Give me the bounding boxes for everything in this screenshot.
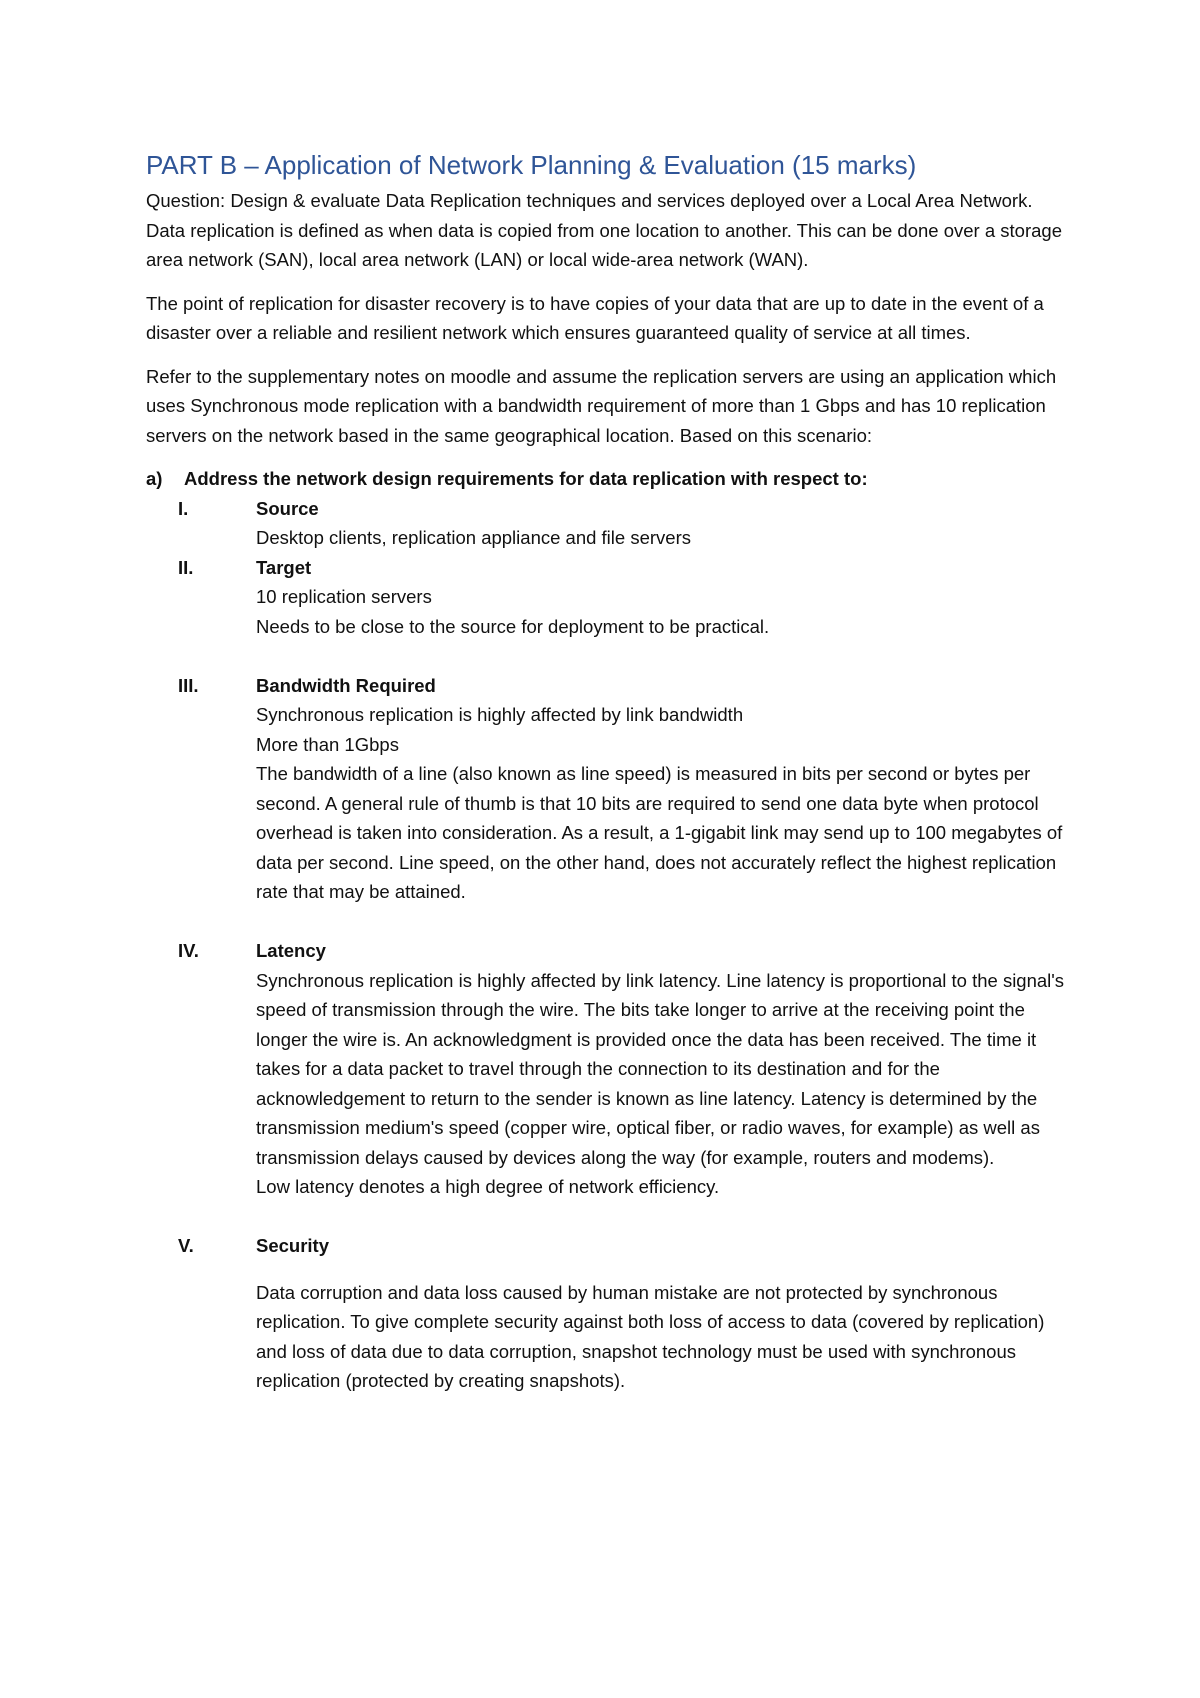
item-number: III.: [178, 674, 199, 696]
item-number: V.: [178, 1235, 194, 1256]
item-text: 10 replication servers: [256, 586, 432, 607]
item-text: Desktop clients, replication appliance and file servers: [256, 527, 691, 548]
item-text: Low latency denotes a high degree of network efficiency.: [256, 1176, 720, 1197]
part-a-text: Address the network design requirements for data replication with respect to:: [184, 468, 868, 489]
list-item-bandwidth: [146, 671, 1066, 907]
list-item-latency: [146, 936, 1066, 1202]
spacer: [146, 641, 1066, 671]
item-number: I.: [178, 497, 189, 519]
item-text: More than 1Gbps: [256, 733, 399, 755]
disaster-recovery-paragraph: The point of replication for disaster recovery is to have copies of your data that are up to date in the event of a disaster over a reliable and resilient network which ensures guaranteed quality of service at all times.: [146, 292, 1044, 343]
item-text: The bandwidth of a line (also known as line speed) is measured in bits per second or bytes per second. A general rule of thumb is that 10 bits are required to send one data byte when protocol overhead is taken into consideration. As a result, a 1-gigabit link may send up to 100 megabytes of data per second. Line speed, on the other hand, does not accurately reflect the highest replication rate that may be attained.: [256, 763, 1063, 902]
spacer: [256, 1261, 1066, 1278]
part-a-heading: [146, 464, 1066, 494]
item-heading: Latency: [256, 940, 326, 961]
spacer: [146, 907, 1066, 937]
item-heading: Bandwidth Required: [256, 674, 436, 696]
list-item-security: [146, 1231, 1066, 1396]
list-item-source: [146, 494, 1066, 553]
question-paragraph: Question: Design & evaluate Data Replication techniques and services deployed over a Local Area Network. Data replication is defined as when data is copied from one location to another. This can be done over a storage area network (SAN), local area network (LAN) or local wide-area network (WAN).: [146, 190, 1062, 270]
item-text: Synchronous replication is highly affected by link latency. Line latency is proportional to the signal's speed of transmission through the wire. The bits take longer to arrive at the receiving point the longer the wire is. An acknowledgment is provided once the data has been received. The time it takes for a data packet to travel through the connection to its destination and for the acknowledgement to return to the sender is known as line latency. Latency is determined by the transmission medium's speed (copper wire, optical fiber, or radio waves, for example) as well as transmission delays caused by devices along the way (for example, routers and modems).: [256, 969, 1065, 1168]
document-content: [146, 148, 1066, 1396]
section-title: PART B – Application of Network Planning & Evaluation (15 marks): [146, 150, 917, 180]
item-heading: Security: [256, 1235, 330, 1256]
item-text: Needs to be close to the source for deployment to be practical.: [256, 615, 770, 637]
spacer: [146, 1202, 1066, 1232]
list-item-target: [146, 553, 1066, 642]
scenario-paragraph: Refer to the supplementary notes on moodle and assume the replication servers are using an application which uses Synchronous mode replication with a bandwidth requirement of more than 1 Gbps and has 10 replication servers on the network based in the same geographical location. Based on this scenario:: [146, 365, 1057, 446]
item-text: Synchronous replication is highly affected by link bandwidth: [256, 704, 744, 725]
item-number: IV.: [178, 940, 199, 961]
part-a-letter: a): [146, 468, 163, 489]
item-heading: Source: [256, 497, 319, 519]
item-heading: Target: [256, 556, 312, 578]
item-text: Data corruption and data loss caused by human mistake are not protected by synchronous replication. To give complete security against both loss of access to data (covered by replication) and loss of data due to data corruption, snapshot technology must be used with synchronous replication (protected by creating snapshots).: [256, 1281, 1045, 1391]
item-number: II.: [178, 556, 194, 578]
